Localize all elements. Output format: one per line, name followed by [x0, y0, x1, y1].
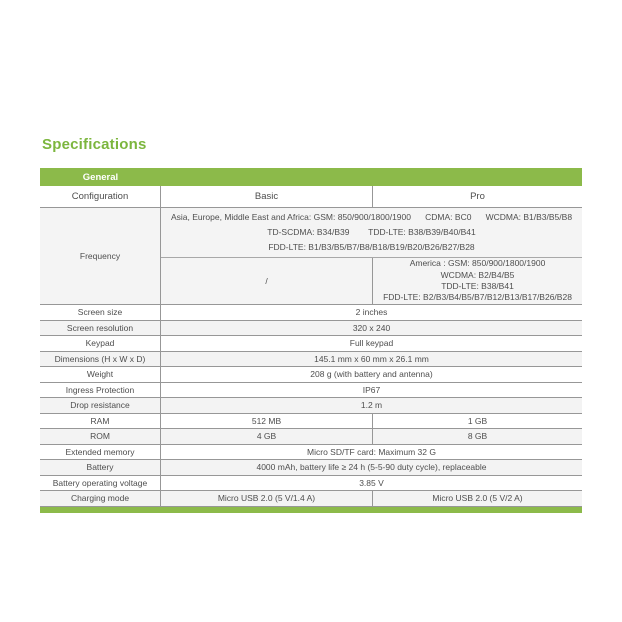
frequency-label: Frequency [40, 208, 161, 304]
spec-row [40, 414, 582, 430]
frequency-shared-bands [161, 208, 582, 258]
column-header-row [40, 186, 582, 208]
spec-row [40, 336, 582, 352]
spec-row-value-pro: 1 GB [467, 415, 488, 426]
frequency-pro-line: FDD-LTE: B2/B3/B4/B5/B7/B12/B13/B17/B26/B28 [383, 292, 572, 303]
frequency-shared-line: Asia, Europe, Middle East and Africa: GSM: 850/900/1800/1900 CDMA: BC0 WCDMA: B1/B3/B5/B8 [170, 212, 573, 222]
spec-row-label: ROM [40, 429, 161, 444]
spec-row-value-basic: Micro USB 2.0 (5 V/1.4 A) [161, 491, 373, 506]
spec-row-label: Weight [40, 367, 161, 382]
spec-row [40, 429, 582, 445]
frequency-basic-value: / [161, 258, 373, 304]
spec-row-label: Dimensions (H x W x D) [40, 352, 161, 367]
spec-row-value: 1.2 m [360, 400, 383, 411]
spec-row [40, 352, 582, 368]
spec-row-label: RAM [40, 414, 161, 429]
frequency-shared-line: FDD-LTE: B1/B3/B5/B7/B8/B18/B19/B20/B26/B27/B28 [268, 242, 475, 252]
table-footer-bar [40, 507, 582, 513]
spec-row-label: Keypad [40, 336, 161, 351]
column-header-pro: Pro [470, 191, 485, 202]
spec-row-value-pro: Micro USB 2.0 (5 V/2 A) [432, 493, 523, 504]
spec-row-label: Drop resistance [40, 398, 161, 413]
spec-row-value-basic: 512 MB [161, 414, 373, 429]
frequency-pro-bands [373, 258, 582, 304]
column-header-configuration: Configuration [40, 186, 161, 207]
spec-row-value-basic: 4 GB [161, 429, 373, 444]
spec-row-value: 4000 mAh, battery life ≥ 24 h (5-5-90 duty cycle), replaceable [256, 462, 487, 473]
spec-row-label: Screen resolution [40, 321, 161, 336]
spec-row-value: 320 x 240 [352, 322, 391, 333]
spec-row-value: Full keypad [349, 338, 394, 349]
spec-row-value: 145.1 mm x 60 mm x 26.1 mm [314, 353, 429, 364]
spec-row-value: IP67 [362, 384, 381, 395]
frequency-pro-line: TDD-LTE: B38/B41 [441, 281, 514, 291]
spec-row-value: 3.85 V [359, 477, 384, 488]
spec-row [40, 445, 582, 461]
spec-row-label: Extended memory [40, 445, 161, 460]
spec-row [40, 491, 582, 507]
frequency-pro-line: America : GSM: 850/900/1800/1900 [409, 258, 546, 269]
spec-row-label: Battery [40, 460, 161, 475]
spec-row-value-pro: 8 GB [467, 431, 488, 442]
spec-row-value: Micro SD/TF card: Maximum 32 G [307, 446, 436, 457]
spec-row-value: 208 g (with battery and antenna) [310, 369, 433, 380]
section-header-label: General [82, 171, 119, 183]
spec-row-label: Charging mode [40, 491, 161, 506]
spec-row [40, 476, 582, 492]
spec-row [40, 367, 582, 383]
spec-row-value: 2 inches [355, 307, 388, 318]
spec-row [40, 305, 582, 321]
spec-row-label: Battery operating voltage [40, 476, 161, 491]
frequency-pro-line: WCDMA: B2/B4/B5 [440, 269, 515, 280]
spec-row [40, 460, 582, 476]
spec-rows [40, 305, 582, 507]
spec-row-label: Ingress Protection [40, 383, 161, 398]
frequency-section [40, 208, 582, 305]
frequency-variant-row [161, 258, 582, 304]
specifications-table [40, 168, 582, 513]
section-header-band [40, 168, 582, 186]
frequency-values [161, 208, 582, 304]
frequency-shared-line: TD-SCDMA: B34/B39 TDD-LTE: B38/B39/B40/B41 [267, 227, 476, 237]
spec-row [40, 383, 582, 399]
page-title: Specifications [42, 136, 147, 153]
spec-row [40, 321, 582, 337]
spec-row [40, 398, 582, 414]
column-header-basic: Basic [161, 186, 373, 207]
spec-row-label: Screen size [40, 305, 161, 320]
